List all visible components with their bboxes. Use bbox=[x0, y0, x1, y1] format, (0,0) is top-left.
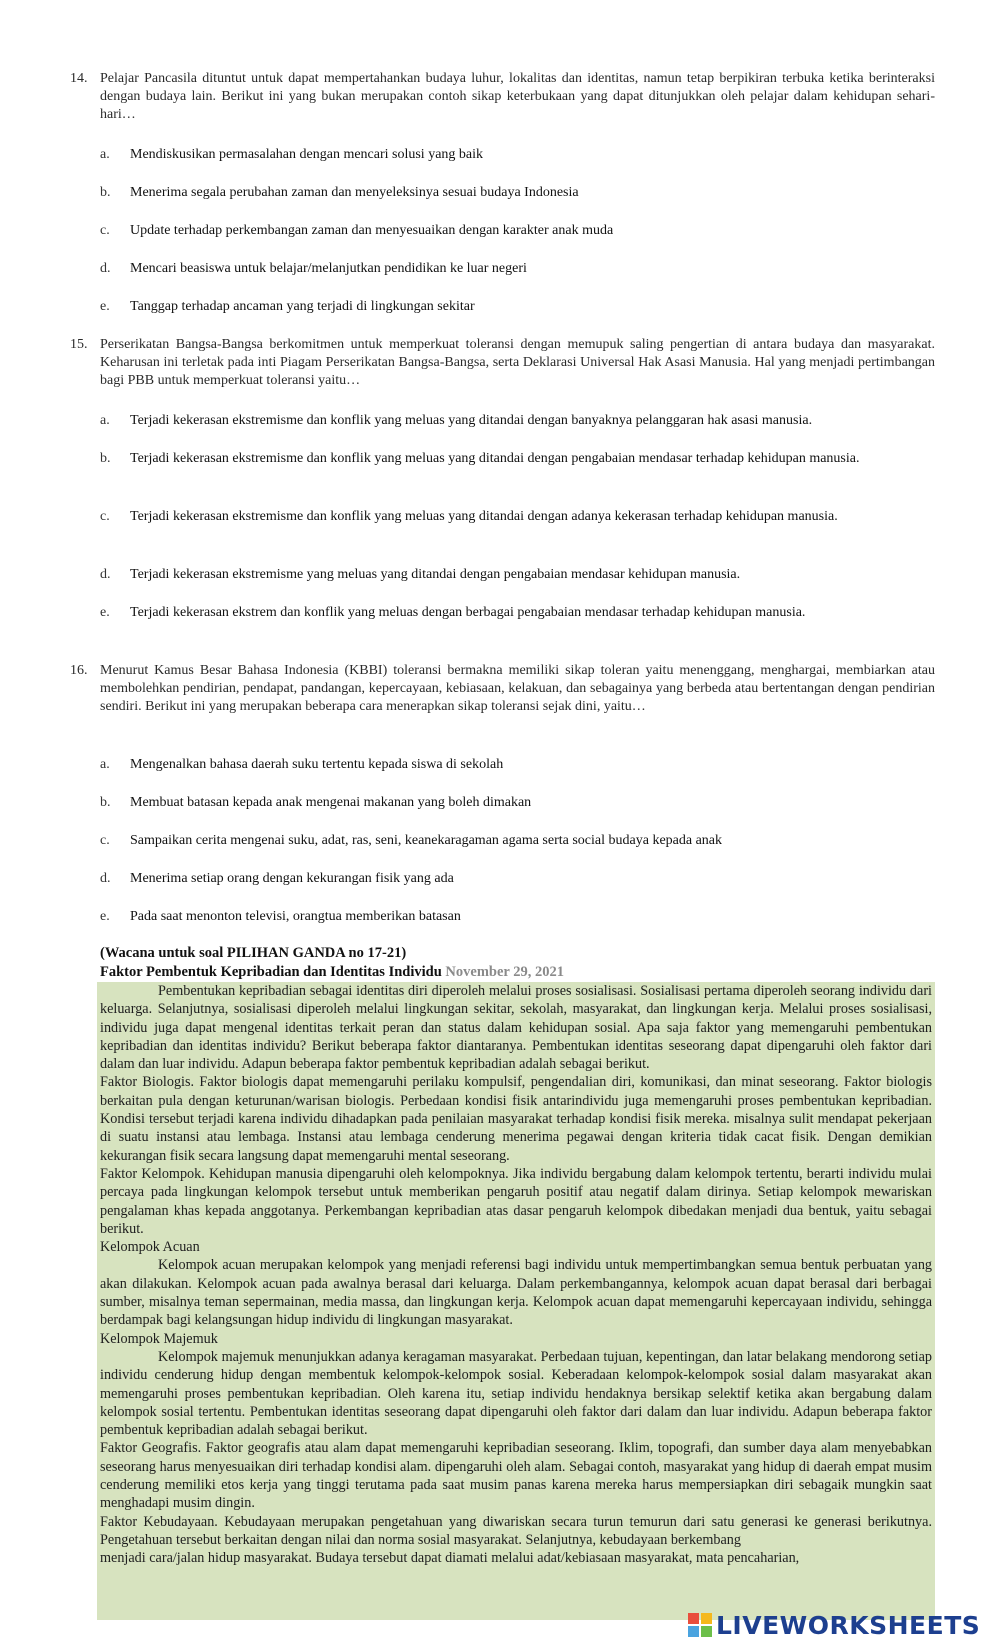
passage-paragraph: Kelompok majemuk menunjukkan adanya keragaman masyarakat. Perbedaan tujuan, kepentingan, dan latar belakang mendorong setiap individu cenderung hidup dengan membentuk kelompok-kelompok sosial. Keberadaan kelompok-kelompok sosial dalam masyarakat akan memengaruhi proses pembentukan kepribadian. Oleh karena itu, setiap individu hendaknya bersikap selektif ketika akan bergabung dalam kelompok sosial tertentu. Pembentukan identitas seseorang dapat dipengaruhi oleh faktor dari dalam dan luar individu. Adapun beberapa faktor pembentuk kepribadian adalah sebagai berikut. bbox=[100, 1348, 932, 1439]
option-15d[interactable] bbox=[100, 566, 935, 584]
option-15a[interactable] bbox=[100, 412, 935, 430]
option-text: Membuat batasan kepada anak mengenai makanan yang boleh dimakan bbox=[130, 795, 532, 810]
option-14e[interactable] bbox=[100, 298, 935, 316]
passage-date: November 29, 2021 bbox=[445, 964, 564, 980]
question-14 bbox=[70, 70, 935, 124]
option-text: Terjadi kekerasan ekstrem dan konflik yang meluas dengan berbagai pengabaian mendasar terhadap kehidupan manusia. bbox=[130, 605, 806, 620]
passage-paragraph: Faktor Geografis. Faktor geografis atau alam dapat memengaruhi kepribadian seseorang. Iklim, topografi, dan sumber daya alam menyebabkan seseorang harus menyesuaikan diri terhadap kondisi alam. dipengaruhi oleh alam. Sebagai contoh, masyarakat yang hidup di daerah empat musim cenderung memiliki etos kerja yang tinggi terutama pada saat musim panas karena mereka harus mempersiapkan diri sebagaik mungkin saat menghadapi musim dingin. bbox=[100, 1440, 932, 1512]
option-letter: a. bbox=[100, 147, 110, 162]
option-letter: a. bbox=[100, 413, 110, 428]
option-letter: d. bbox=[100, 567, 111, 582]
passage-title: Faktor Pembentuk Kepribadian dan Identitas Individu bbox=[100, 964, 442, 980]
option-letter: c. bbox=[100, 223, 110, 238]
option-15c[interactable] bbox=[100, 508, 935, 526]
option-16b[interactable] bbox=[100, 794, 935, 812]
option-text: Update terhadap perkembangan zaman dan menyesuaikan dengan karakter anak muda bbox=[130, 223, 614, 238]
option-16a[interactable] bbox=[100, 756, 935, 774]
option-text: Mencari beasiswa untuk belajar/melanjutkan pendidikan ke luar negeri bbox=[130, 261, 527, 276]
question-number: 14. bbox=[70, 71, 88, 86]
option-letter: d. bbox=[100, 261, 111, 276]
option-text: Terjadi kekerasan ekstremisme dan konflik yang meluas yang ditandai dengan adanya kekerasan terhadap kehidupan manusia. bbox=[130, 509, 838, 524]
question-15 bbox=[70, 336, 935, 390]
passage-intro: (Wacana untuk soal PILIHAN GANDA no 17-21) bbox=[100, 945, 407, 961]
passage-paragraph: Kelompok acuan merupakan kelompok yang menjadi referensi bagi individu untuk mempertimbangkan semua bentuk perbuatan yang akan dilakukan. Kelompok acuan pada awalnya berasal dari keluarga. Dalam perkembangannya, kelompok acuan dapat berasal dari berbagai sumber, misalnya teman sepermainan, media massa, dan lingkungan kerja. Kelompok acuan dapat memengaruhi kepercayaan individu, sehingga berdampak bagi kelangsungan hidup individu di lingkungan masyarakat. bbox=[100, 1257, 932, 1329]
option-letter: d. bbox=[100, 871, 111, 886]
question-number: 15. bbox=[70, 337, 88, 352]
option-text: Terjadi kekerasan ekstremisme dan konflik yang meluas yang ditandai dengan banyaknya pelanggaran hak asasi manusia. bbox=[130, 413, 813, 428]
option-letter: c. bbox=[100, 833, 110, 848]
option-14c[interactable] bbox=[100, 222, 935, 240]
option-16c[interactable] bbox=[100, 832, 935, 850]
passage-title-line bbox=[100, 963, 564, 981]
option-text: Mengenalkan bahasa daerah suku tertentu kepada siswa di sekolah bbox=[130, 757, 504, 772]
option-letter: e. bbox=[100, 299, 110, 314]
passage-paragraph: Faktor Kelompok. Kehidupan manusia dipengaruhi oleh kelompoknya. Jika individu bergabung dalam kelompok tertentu, berarti individu mulai percaya pada lingkungan kelompok tersebut untuk memberikan pengaruh positif atau negatif dalam dirinya. Setiap kelompok mewariskan pengalaman khas kepada anggotanya. Perkembangan kepribadian atas dasar pengaruh kelompok dibedakan menjadi dua bentuk, yaitu sebagai berikut. bbox=[100, 1165, 932, 1237]
option-text: Pada saat menonton televisi, orangtua memberikan batasan bbox=[130, 909, 461, 924]
option-letter: c. bbox=[100, 509, 110, 524]
option-14d[interactable] bbox=[100, 260, 935, 278]
passage-subheading: Kelompok Majemuk bbox=[100, 1330, 218, 1347]
option-letter: b. bbox=[100, 795, 111, 810]
question-16 bbox=[70, 662, 935, 716]
liveworksheets-logo bbox=[688, 1611, 980, 1639]
option-16e[interactable] bbox=[100, 908, 935, 926]
option-letter: a. bbox=[100, 757, 110, 772]
option-14a[interactable] bbox=[100, 146, 935, 164]
option-text: Mendiskusikan permasalahan dengan mencari solusi yang baik bbox=[130, 147, 484, 162]
passage-paragraph: Pembentukan kepribadian sebagai identitas diri diperoleh melalui proses sosialisasi. Sosialisasi pertama diperoleh seorang individu dari keluarga. Selanjutnya, sosialisasi diperoleh melalui lingkungan sekitar, sekolah, masyarakat, dan lingkungan kerja. Melalui proses sosialisasi, individu juga dapat mengenal identitas terkait peran dan status dalam kehidupan sosial. Apa saja faktor yang memengaruhi pembentukan kepribadian dan identitas individu? Berikut beberapa faktor diantaranya. Pembentukan identitas seseorang dapat dipengaruhi oleh faktor dari dalam dan luar individu. Adapun beberapa faktor pembentuk kepribadian adalah sebagai berikut. bbox=[100, 983, 932, 1073]
passage-paragraph: Faktor Kebudayaan. Kebudayaan merupakan pengetahuan yang diwariskan secara turun temurun dari satu generasi ke generasi berikutnya. Pengetahuan tersebut berkaitan dengan nilai dan norma sosial masyarakat. Selanjutnya, kebudayaan berkembang bbox=[100, 1513, 932, 1548]
option-text: Tanggap terhadap ancaman yang terjadi di lingkungan sekitar bbox=[130, 299, 475, 314]
passage-paragraph: menjadi cara/jalan hidup masyarakat. Budaya tersebut dapat diamati melalui adat/kebiasaan masyarakat, mata pencaharian, bbox=[100, 1550, 800, 1567]
question-text: Perserikatan Bangsa-Bangsa berkomitmen untuk memperkuat toleransi dengan memupuk saling pengertian di antara budaya dan masyarakat. Keharusan ini terletak pada inti Piagam Perserikatan Bangsa-Bangsa, serta Deklarasi Universal Hak Asasi Manusia. Hal yang menjadi pertimbangan bagi PBB untuk memperkuat toleransi yaitu… bbox=[100, 337, 935, 388]
option-text: Menerima segala perubahan zaman dan menyeleksinya sesuai budaya Indonesia bbox=[130, 185, 579, 200]
liveworksheets-mark-icon bbox=[688, 1613, 712, 1637]
passage-paragraph: Faktor Biologis. Faktor biologis dapat memengaruhi perilaku kompulsif, pengendalian diri, komunikasi, dan minat seseorang. Faktor biologis berkaitan pula dengan keturunan/warisan biologis. Perbedaan kondisi fisik antarindividu juga memengaruhi proses pembentukan kepribadian. Kondisi tersebut terjadi karena individu dihadapkan pada penilaian masyarakat terhadap kondisi fisik mereka. misalnya sulit mendapat pekerjaan di suatu instansi atau lembaga. Instansi atau lembaga cenderung menerima pegawai dengan kriteria tidak cacat fisik. Dengan demikian kekurangan fisik secara langsung dapat memengaruhi mental seseorang. bbox=[100, 1074, 932, 1164]
option-letter: e. bbox=[100, 605, 110, 620]
option-15e[interactable] bbox=[100, 604, 935, 622]
option-16d[interactable] bbox=[100, 870, 935, 888]
question-number: 16. bbox=[70, 663, 88, 678]
passage-subheading: Kelompok Acuan bbox=[100, 1239, 200, 1256]
option-text: Menerima setiap orang dengan kekurangan fisik yang ada bbox=[130, 871, 454, 886]
option-15b[interactable] bbox=[100, 450, 935, 468]
option-letter: b. bbox=[100, 451, 111, 466]
passage-body bbox=[97, 982, 935, 1620]
option-text: Terjadi kekerasan ekstremisme dan konflik yang meluas yang ditandai dengan pengabaian mendasar terhadap kehidupan manusia. bbox=[130, 451, 860, 466]
option-text: Sampaikan cerita mengenai suku, adat, ras, seni, keanekaragaman agama serta social budaya kepada anak bbox=[130, 833, 723, 848]
question-text: Menurut Kamus Besar Bahasa Indonesia (KBBI) toleransi bermakna memiliki sikap toleran yaitu menenggang, menghargai, membiarkan atau membolehkan pendirian, pendapat, pandangan, kepercayaan, kebiasaan, kelakuan, dan sebagainya yang berbeda atau bertentangan dengan pendirian sendiri. Berikut ini yang merupakan beberapa cara menerapkan sikap toleransi sejak dini, yaitu… bbox=[100, 663, 935, 714]
option-letter: e. bbox=[100, 909, 110, 924]
liveworksheets-wordmark: LIVEWORKSHEETS bbox=[716, 1610, 981, 1640]
option-letter: b. bbox=[100, 185, 111, 200]
option-14b[interactable] bbox=[100, 184, 935, 202]
question-text: Pelajar Pancasila dituntut untuk dapat mempertahankan budaya luhur, lokalitas dan identitas, namun tetap berpikiran terbuka ketika berinteraksi dengan budaya lain. Berikut ini yang bukan merupakan contoh sikap keterbukaan yang dapat ditunjukkan oleh pelajar dalam kehidupan sehari-hari… bbox=[100, 71, 935, 122]
option-text: Terjadi kekerasan ekstremisme yang meluas yang ditandai dengan pengabaian mendasar kehidupan manusia. bbox=[130, 567, 741, 582]
